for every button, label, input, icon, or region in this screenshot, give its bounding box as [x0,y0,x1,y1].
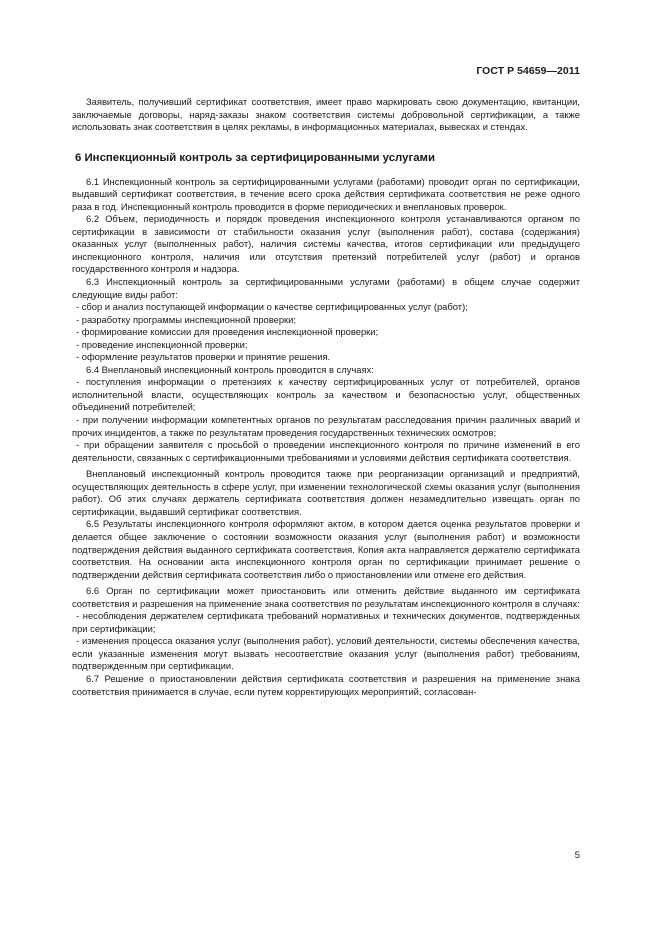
paragraph-6-6: 6.6 Орган по сертификации может приостановить или отменить действие выданного им сертификата соответствия и разрешения на применение знака соответствия по результатам инспекционного контроля в случаях: [72,585,580,609]
paragraph-6-7: 6.7 Решение о приостановлении действия сертификата соответствия и разрешения на применение знака соответствия принимается в случае, если путем корректирующих мероприятий, согласован- [72,672,580,697]
list-item: - формирование комиссии для проведения инспекционной проверки; [76,326,379,338]
paragraph-6-4: 6.4 Внеплановый инспекционный контроль проводится в случаях: [86,363,374,375]
paragraph-6-5: 6.5 Результаты инспекционного контроля оформляют актом, в котором дается оценка результатов проверки и делается общее заключение о состоянии возможности оказания услуг (выполнения работ) и возможности подтверждения действия выданного сертификата соответствия. Копия акта направляется держателю сертификата соответствия. На основании акта инспекционного контроля орган по сертификации принимает решение о подтверждении действия сертификата соответствия либо о приостановлении или отмене его действия. [72,518,580,580]
paragraph-6-2: 6.2 Объем, периодичность и порядок проведения инспекционного контроля устанавливаются органом по сертификации в зависимости от стабильности оказания услуг (выполнения работ), состава (содержания) оказанных услуг (выполненных работ), наличия системы качества, итогов сертификации или предыдущего инспекционного контроля, наличия или отсутствия претензий потребителей услуг (работ) и органов государственного контроля и надзора. [72,213,580,275]
list-item: - сбор и анализ поступающей информации о качестве сертифицированных услуг (работ); [76,301,468,313]
paragraph-6-1: 6.1 Инспекционный контроль за сертифицированными услугами (работами) проводит орган по сертификации, выдавший сертификат соответствия, в течение всего срока действия сертификата соответствия не реже одного раза в год. Инспекционный контроль проводится в форме периодических и внеплановых проверок. [72,175,580,212]
list-item: - проведение инспекционной проверки; [76,338,248,350]
list-item: - разработку программы инспекционной проверки; [76,313,297,325]
intro-paragraph: Заявитель, получивший сертификат соответствия, имеет право маркировать свою документацию, квитанции, заключаемые договоры, наряд-заказы знаком соответствия системы добровольной сертификации, а также использовать знак соответствия в целях рекламы, в информационных материалах, вывесках и стендах. [72,96,580,133]
list-item: - при получении информации компетентных органов по результатам расследования причин различных аварий и прочих инцидентов, а также по результатам проведения государственных технических осмотров; [72,414,580,438]
section-title: 6 Инспекционный контроль за сертифицированными услугами [75,151,435,164]
list-item: - поступления информации о претензиях к качеству сертифицированных услуг от потребителей, органов исполнительной власти, осуществляющих контроль за качеством и безопасностью услуг, общественных объединений потребителей; [72,376,580,413]
list-item: - изменения процесса оказания услуг (выполнения работ), условий деятельности, системы обеспечения качества, если указанные изменения могут вызвать несоответствие оказания услуг (выполнения работ) требованиям, подтвержденным при сертификации. [72,635,580,672]
doc-number-header: ГОСТ Р 54659—2011 [476,66,580,77]
paragraph-unplanned: Внеплановый инспекционный контроль проводится также при реорганизации организаций и предприятий, осуществляющих деятельность в сфере услуг, при изменении технологической схемы оказания услуг (выполнения работ). Об этих случаях держатель сертификата соответствия должен незамедлительно извещать орган по сертификации, выдавший сертификат соответствия. [72,468,580,517]
page-number: 5 [574,849,580,860]
list-item: - оформление результатов проверки и принятие решения. [76,351,331,363]
list-item: - при обращении заявителя с просьбой о проведении инспекционного контроля по причине изменений в его деятельности, связанных с сертификационными требованиями и условиями действия сертификата соответствия. [72,439,580,463]
list-item: - несоблюдения держателем сертификата требований нормативных и технических документов, подтвержденных при сертификации; [72,610,580,634]
page-content [72,96,580,698]
paragraph-6-3: 6.3 Инспекционный контроль за сертифицированными услугами (работами) в общем случае содержит следующие виды работ: [72,276,580,300]
